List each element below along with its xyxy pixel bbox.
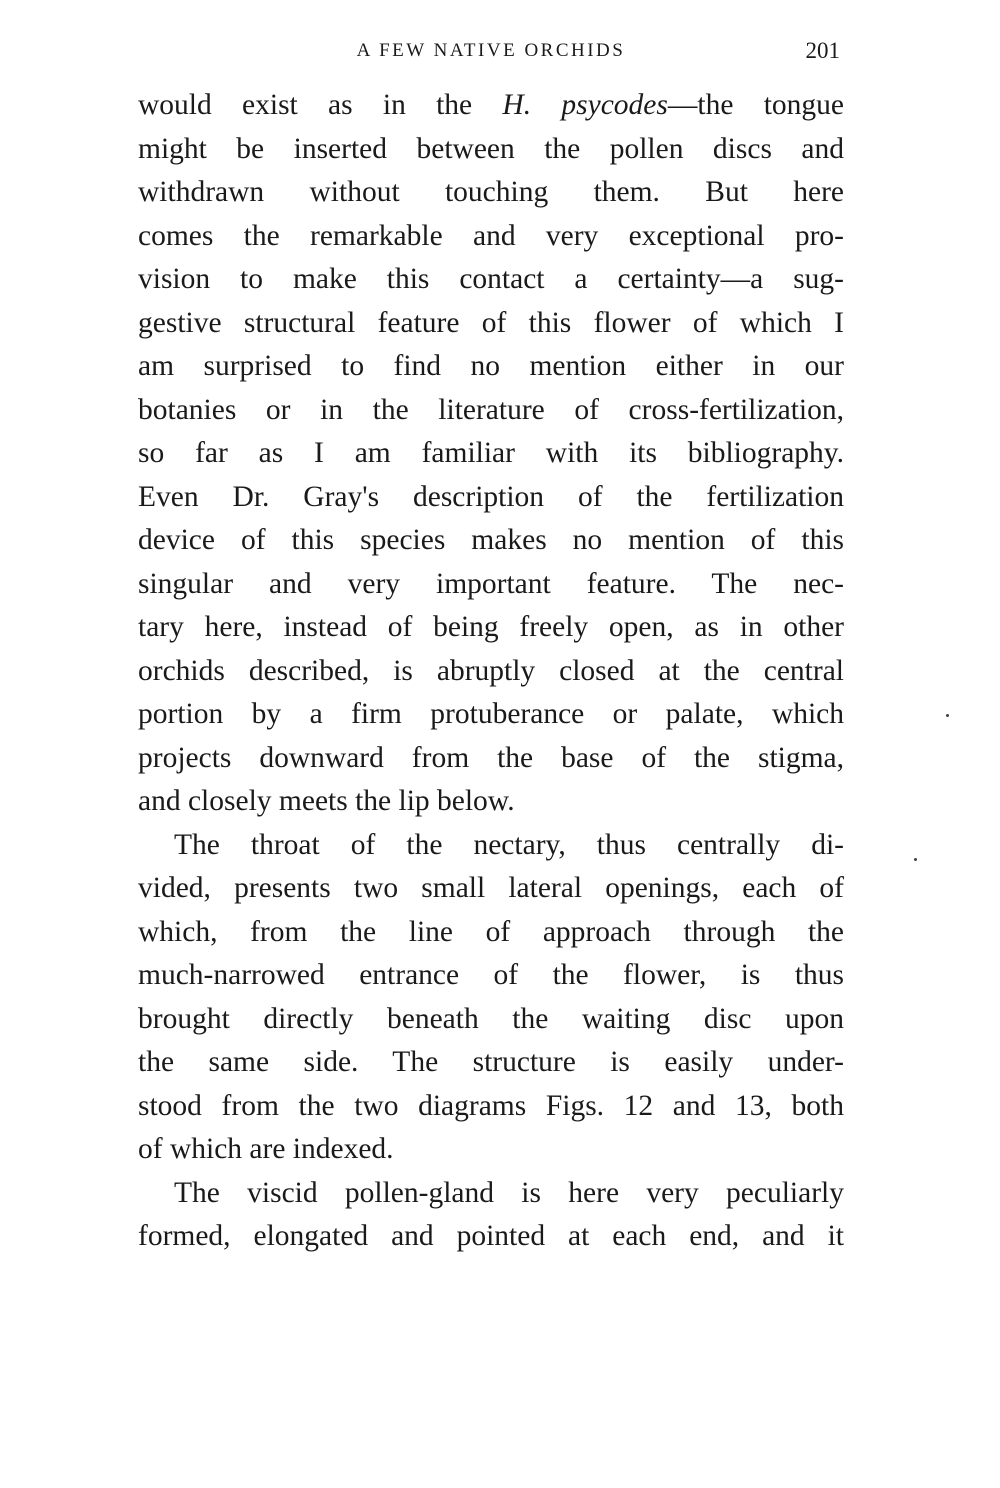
text-line: vision to make this contact a certainty—a sug- [138, 263, 844, 295]
text-line: much-narrowed entrance of the flower, is thus [138, 959, 844, 991]
text-line: withdrawn without touching them. But here [138, 176, 844, 208]
text-line: Even Dr. Gray's description of the fertilization [138, 480, 844, 513]
text-line: The viscid pollen-gland is here very peculiarly [174, 1176, 844, 1209]
body-text [138, 84, 844, 1259]
paragraph [138, 1172, 844, 1259]
margin-speck [946, 714, 949, 717]
text-line: orchids described, is abruptly closed at the central [138, 654, 844, 687]
page-number: 201 [805, 38, 840, 63]
running-title: A FEW NATIVE ORCHIDS [356, 40, 626, 61]
text-line: singular and very important feature. The nec- [138, 567, 844, 600]
text-line: am surprised to find no mention either in our [138, 350, 844, 382]
text-line: of which are indexed. [138, 1133, 394, 1165]
text-line: vided, presents two small lateral openings, each of [138, 872, 844, 904]
paragraph [138, 84, 844, 824]
text-line: tary here, instead of being freely open, as in other [138, 611, 844, 643]
margin-speck [914, 858, 917, 861]
text-line: the same side. The structure is easily under- [138, 1046, 844, 1078]
text-line: so far as I am familiar with its bibliography. [138, 437, 844, 469]
running-head [138, 36, 844, 66]
text-line: which, from the line of approach through the [138, 915, 844, 948]
text-line: projects downward from the base of the stigma, [138, 741, 844, 774]
text-line: and closely meets the lip below. [138, 785, 515, 817]
text-line: The throat of the nectary, thus centrally di- [174, 828, 844, 861]
text-line: stood from the two diagrams Figs. 12 and 13, both [138, 1089, 844, 1122]
text-line: might be inserted between the pollen discs and [138, 132, 844, 165]
text-line: brought directly beneath the waiting disc upon [138, 1002, 844, 1035]
text-line: formed, elongated and pointed at each end, and it [138, 1220, 844, 1252]
text-span: would exist as in the [138, 89, 503, 121]
text-line: portion by a firm protuberance or palate, which [138, 698, 844, 730]
text-span: —the tongue [667, 89, 844, 121]
text-line: gestive structural feature of this flower of which I [138, 306, 844, 339]
text-line: device of this species makes no mention of this [138, 524, 844, 556]
paragraph [138, 824, 844, 1172]
text-line: botanies or in the literature of cross-fertilization, [138, 393, 844, 426]
species-name-italic: H. psycodes [502, 89, 668, 121]
text-line: comes the remarkable and very exceptional pro- [138, 219, 844, 252]
text-line [138, 84, 844, 128]
